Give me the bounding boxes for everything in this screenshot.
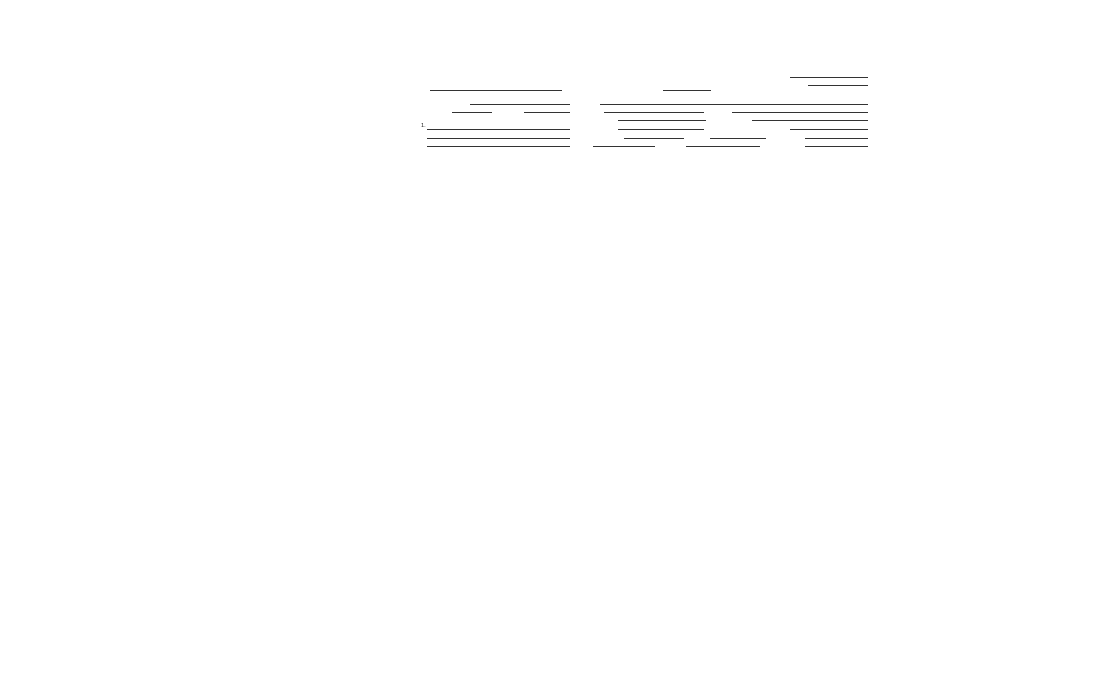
transcript-entry-1-num: 1. [421,123,426,129]
